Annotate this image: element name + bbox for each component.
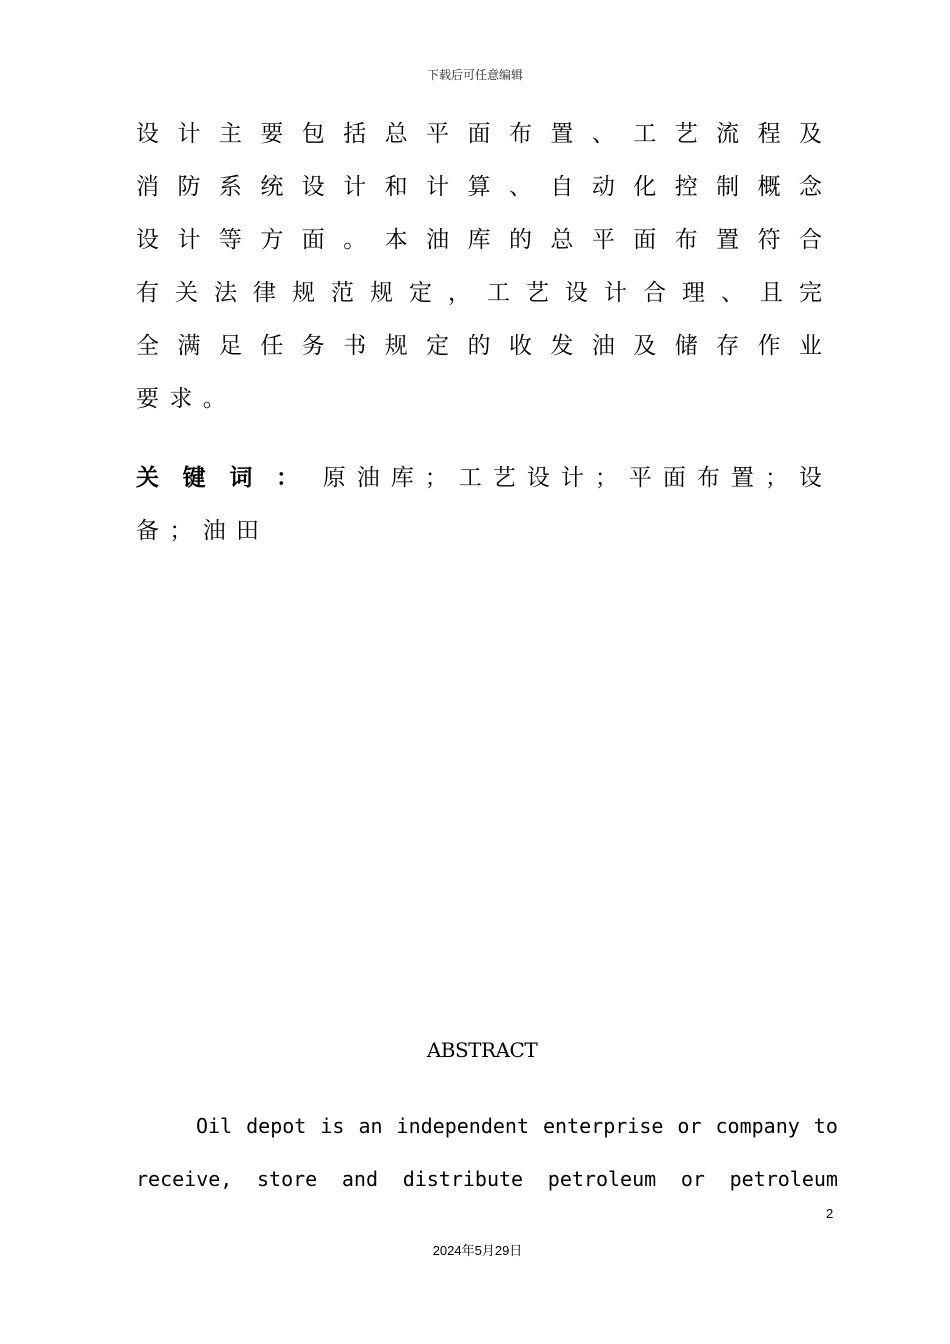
abstract-word: to bbox=[813, 1114, 838, 1138]
abstract-word: enterprise bbox=[542, 1114, 664, 1138]
keywords-label: 关键词： bbox=[136, 465, 323, 491]
paragraph-line: 设计主要包括总平面布置、工艺流程及 bbox=[136, 121, 822, 147]
keywords-text: 原油库；工艺设计；平面布置；设 bbox=[322, 465, 822, 491]
abstract-word: receive, bbox=[136, 1167, 233, 1191]
chinese-abstract-paragraph bbox=[136, 108, 822, 426]
abstract-word: an bbox=[358, 1114, 383, 1138]
keywords-block bbox=[136, 452, 822, 558]
abstract-word: is bbox=[320, 1114, 345, 1138]
paragraph-line: 全满足任务书规定的收发油及储存作业 bbox=[136, 333, 822, 359]
paragraph-line-text: 要求。 bbox=[136, 386, 237, 412]
keywords-line bbox=[136, 452, 822, 505]
abstract-word: or bbox=[680, 1167, 705, 1191]
abstract-word: depot bbox=[246, 1114, 307, 1138]
paragraph-line: 消防系统设计和计算、自动化控制概念 bbox=[136, 174, 822, 200]
abstract-word: store bbox=[257, 1167, 318, 1191]
abstract-word: or bbox=[677, 1114, 702, 1138]
header-note: 下载后可任意编辑 bbox=[426, 68, 523, 82]
page-number: 2 bbox=[826, 1206, 834, 1221]
abstract-word: independent bbox=[396, 1114, 529, 1138]
keywords-line bbox=[136, 505, 822, 558]
abstract-word: company bbox=[715, 1114, 800, 1138]
paragraph-line bbox=[136, 373, 822, 426]
abstract-word: distribute bbox=[402, 1167, 524, 1191]
english-abstract-line bbox=[136, 1164, 838, 1194]
english-abstract-line bbox=[196, 1111, 838, 1141]
footer-date: 2024年5月29日 bbox=[432, 1243, 523, 1258]
abstract-title: ABSTRACT bbox=[426, 1038, 538, 1062]
abstract-word: petroleum bbox=[729, 1167, 838, 1191]
abstract-word: Oil bbox=[196, 1114, 233, 1138]
paragraph-line: 有关法律规范规定，工艺设计合理、且完 bbox=[136, 280, 822, 306]
abstract-word: petroleum bbox=[547, 1167, 657, 1191]
abstract-word: and bbox=[341, 1167, 379, 1191]
paragraph-line: 设计等方面。本油库的总平面布置符合 bbox=[136, 227, 822, 253]
keywords-text: 备；油田 bbox=[136, 518, 270, 544]
